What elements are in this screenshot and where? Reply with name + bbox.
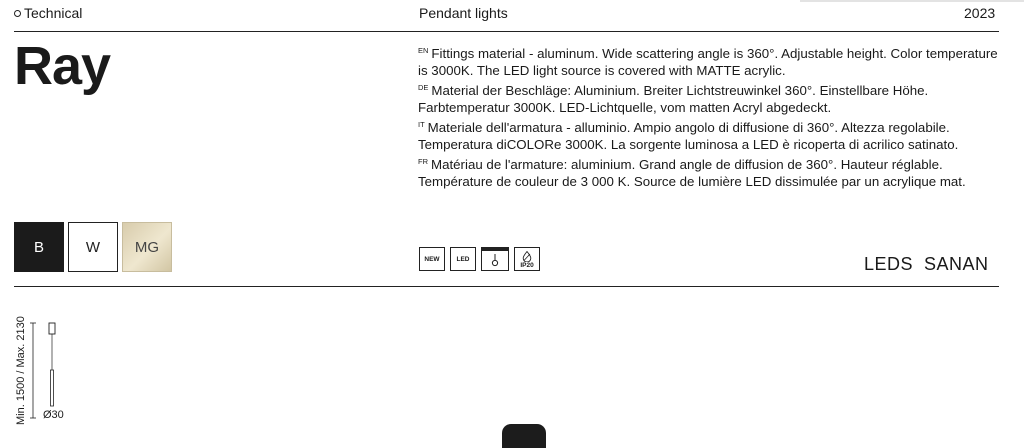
section-label: Pendant lights [419,5,508,21]
section-divider [14,286,999,287]
category-label [14,4,82,22]
led-badge: LED [450,247,476,271]
description-en: $^{EN}$ Fittings material - aluminum. Wide scattering angle is 360°. Adjustable height. Color temperature is 3000K. The LED light source is covered with MATTE acrylic. [418,46,998,78]
product-description [418,42,1008,190]
ip-rating-text: IP20 [520,261,534,269]
ip-rating-badge [514,247,540,271]
circle-icon [14,10,21,17]
product-title: Ray [14,36,111,96]
description-de: $^{DE}$ Material der Beschläge: Aluminium. Breiter Lichtstreuwinkel 360°. Einstellbare Höhe. Farbtemperatur 3000K. LED-Lichtquelle, vom matten Acryl abgedeckt. [418,83,929,115]
header-divider [14,31,999,32]
year-label: 2023 [964,5,996,21]
finish-swatch-white[interactable]: W [68,222,118,272]
product-photo-partial [502,424,546,448]
description-it: $^{IT}$ Materiale dell'armatura - alluminio. Ampio angolo di diffusione di 360°. Altezza regolabile. Temperatura diCOLORe 3000K. La sorgente luminosa a LED è ricoperta di acrilico satinato. [418,120,959,152]
category-text: Technical [24,5,83,21]
description-fr: $^{FR}$ Matériau de l'armature: aluminium. Grand angle de diffusion de 360°. Hauteur réglable. Température de couleur de 3 000 K. Source de lumière LED dissimulée par un acrylique mat. [418,157,966,189]
diameter-label: Ø30 [43,409,64,421]
finish-swatch-black[interactable]: B [14,222,64,272]
new-badge: NEW [419,247,445,271]
finish-swatch-matte-gold[interactable]: MG [122,222,172,272]
droplet-icon [522,251,532,262]
top-right-rule [800,0,1024,2]
pendant-mount-icon [481,247,509,271]
height-dimension-text: Min. 1500 / Max. 2130 [15,316,27,425]
brand-label: LEDS SANAN [864,254,989,274]
